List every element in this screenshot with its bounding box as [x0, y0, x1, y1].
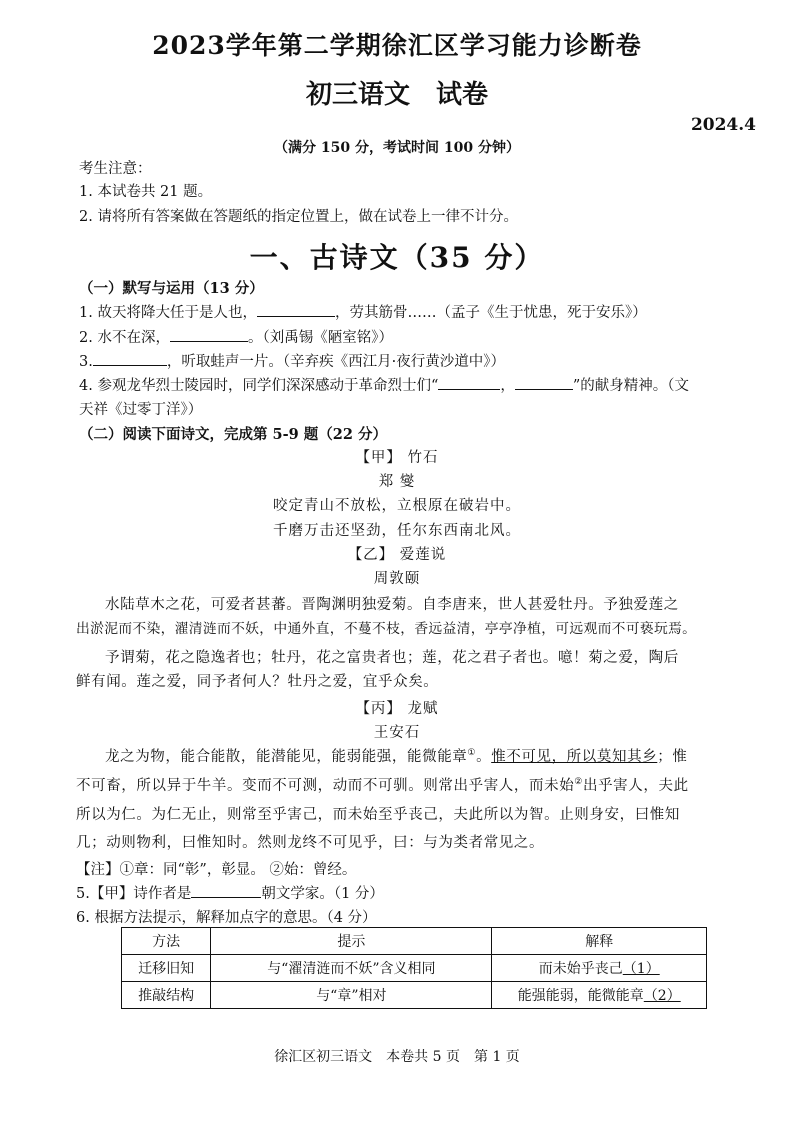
answer-blank-2[interactable]: （2） [643, 988, 681, 1004]
text-bing-title: 【丙】 龙赋 [355, 701, 439, 717]
answer-blank-1[interactable]: （1） [622, 961, 660, 977]
text-bing-line-1 [105, 745, 688, 766]
footnote-1-marker: ① [467, 748, 477, 759]
explanation-text: 能强能弱，能微能章 [517, 988, 644, 1004]
q2-blank[interactable] [170, 327, 248, 342]
text-bing-line-2 [76, 774, 689, 795]
poem-jia-author: 郑 燮 [378, 474, 416, 490]
question-6: 6. 根据方法提示，解释加点字的意思。（4 分） [76, 910, 377, 926]
section-title: 一、古诗文（35 分） [249, 241, 545, 274]
poem-jia-line-1: 咬定青山不放松，立根原在破岩中。 [273, 498, 521, 514]
table-cell-method: 推敲结构 [122, 982, 211, 1009]
text-yi-p1-line-1: 水陆草木之花，可爱者甚蕃。晋陶渊明独爱菊。自李唐来，世人甚爱牡丹。予独爱莲之 [105, 597, 679, 613]
exam-title: 2023学年第二学期徐汇区学习能力诊断卷 [152, 31, 642, 60]
table-row [122, 982, 707, 1009]
bing-underlined-sentence: 惟不可见，所以莫知其乡 [491, 749, 658, 765]
q4-text-b: ， [500, 378, 515, 394]
exam-subtitle: 初三语文 试卷 [305, 80, 488, 110]
question-4-cont: 天祥《过零丁洋》） [79, 402, 203, 418]
bing-l1-b: 。 [476, 749, 492, 765]
explanation-text: 而未始乎丧己 [538, 961, 623, 977]
text-yi-title: 【乙】 爱莲说 [347, 547, 447, 563]
text-yi-author: 周敦颐 [373, 571, 421, 587]
q5-text-a: 5.【甲】诗作者是 [76, 886, 192, 902]
table-header-method: 方法 [122, 928, 211, 955]
table-header-row [122, 928, 707, 955]
part2-heading: （二）阅读下面诗文，完成第 5-9 题（22 分） [79, 426, 388, 443]
q3-text-b: ，听取蛙声一片。（辛弃疾《西江月·夜行黄沙道中》） [166, 354, 505, 370]
footnote: 【注】①章：同“彰”，彰显。 ②始：曾经。 [76, 862, 357, 878]
question-2 [79, 326, 393, 347]
q2-text-a: 2. 水不在深， [79, 330, 170, 346]
part1-heading: （一）默写与运用（13 分） [79, 280, 264, 297]
question-1 [79, 301, 647, 322]
q1-blank[interactable] [257, 302, 335, 317]
question-5 [76, 882, 384, 903]
question-3 [79, 350, 505, 371]
table-cell-hint: 与“章”相对 [211, 982, 492, 1009]
table-cell-explanation [492, 955, 707, 982]
table-row [122, 955, 707, 982]
q3-text-a: 3. [79, 354, 93, 370]
table-cell-hint: 与“濯清涟而不妖”含义相同 [211, 955, 492, 982]
text-yi-p2-line-2: 鲜有闻。莲之爱，同予者何人？牡丹之爱，宜乎众矣。 [76, 674, 439, 690]
text-yi-p2-line-1: 予谓菊，花之隐逸者也；牡丹，花之富贵者也；莲，花之君子者也。噫！菊之爱，陶后 [105, 650, 679, 666]
bing-l1-d: ；惟 [657, 749, 688, 765]
q5-blank[interactable] [191, 883, 261, 898]
q4-blank-2[interactable] [515, 375, 573, 390]
q3-blank[interactable] [93, 351, 167, 366]
q1-text-b: ，劳其筋骨……（孟子《生于忧患，死于安乐》） [334, 305, 647, 321]
question-4 [79, 374, 689, 395]
q2-text-b: 。（刘禹锡《陋室铭》） [247, 330, 393, 346]
q4-text-a: 4. 参观龙华烈士陵园时，同学们深深感动于革命烈士们“ [79, 378, 439, 394]
bing-l2-a: 不可畜，所以异于牛羊。变而不可测，动而不可驯。则常出乎害人，而未始 [76, 778, 575, 794]
poem-jia-title: 【甲】 竹石 [355, 450, 439, 466]
q5-text-b: 朝文学家。（1 分） [261, 886, 384, 902]
text-bing-author: 王安石 [373, 725, 421, 741]
footnote-2-marker: ② [574, 777, 583, 788]
text-bing-line-3: 所以为仁。为仁无止，则常至乎害己，而未始至乎丧己，夫此所以为智。止则身安，曰惟知 [76, 807, 680, 823]
notice-heading: 考生注意： [79, 161, 152, 177]
table-header-hint: 提示 [211, 928, 492, 955]
notice-item-2: 2. 请将所有答案做在答题纸的指定位置上，做在试卷上一律不计分。 [79, 209, 518, 225]
table-cell-method: 迁移旧知 [122, 955, 211, 982]
score-info: （满分 150 分，考试时间 100 分钟） [274, 140, 520, 156]
q4-blank-1[interactable] [438, 375, 500, 390]
q1-text-a: 1. 故天将降大任于是人也， [79, 305, 257, 321]
bing-l2-b: 出乎害人，夫此 [582, 778, 689, 794]
exam-date: 2024.4 [690, 115, 756, 135]
text-bing-line-4: 几；动则物利，曰惟知时。然则龙终不可见乎，曰：与为类者常见之。 [76, 835, 545, 851]
page-footer: 徐汇区初三语文 本卷共 5 页 第 1 页 [274, 1049, 520, 1065]
bing-l1-a: 龙之为物，能合能散，能潜能见，能弱能强，能微能章 [105, 749, 468, 765]
notice-item-1: 1. 本试卷共 21 题。 [79, 184, 213, 200]
poem-jia-line-2: 千磨万击还坚劲，任尔东西南北风。 [273, 523, 521, 539]
q4-text-c: ”的献身精神。（文 [572, 378, 690, 394]
method-table [121, 927, 707, 1009]
table-cell-explanation [492, 982, 707, 1009]
text-yi-p1-line-2: 出淤泥而不染，濯清涟而不妖，中通外直，不蔓不枝，香远益清，亭亭净植，可远观而不可亵玩焉。 [76, 621, 697, 637]
table-header-explanation: 解释 [492, 928, 707, 955]
